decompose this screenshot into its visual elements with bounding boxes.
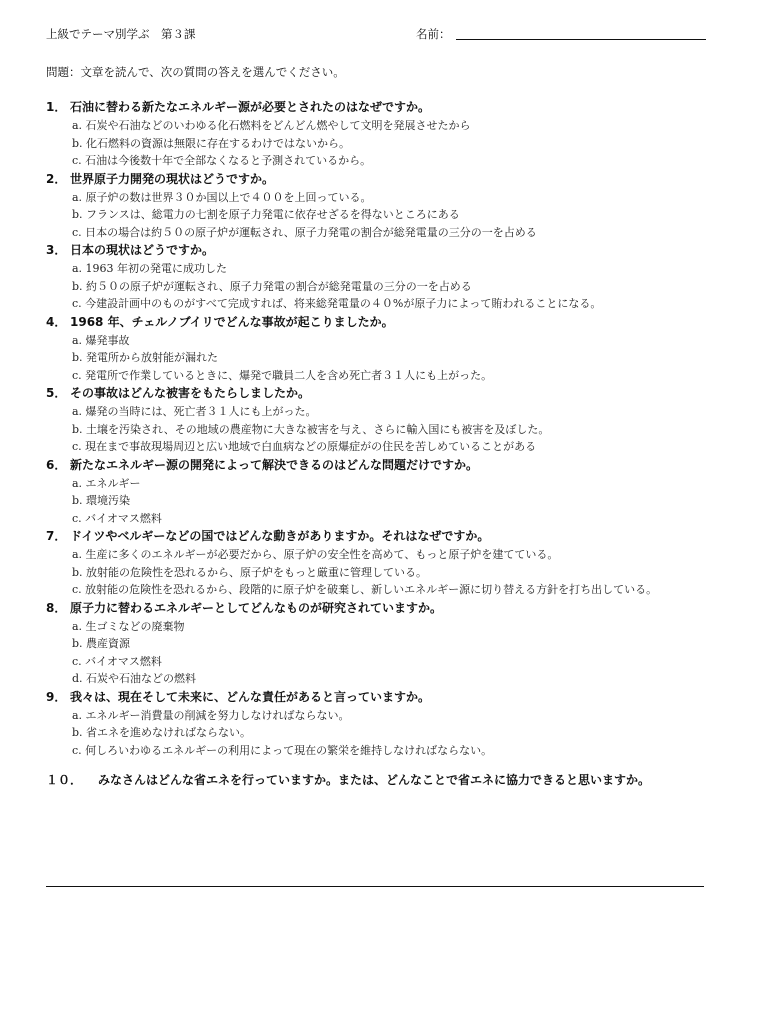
- question-title: [46, 456, 736, 475]
- question-title: [46, 599, 736, 618]
- course-title: 上級でテーマ別学ぶ 第３課: [46, 27, 196, 41]
- name-blank-line[interactable]: [456, 39, 706, 40]
- question-title: [46, 170, 736, 189]
- question-8: [46, 599, 736, 688]
- question-title: [46, 527, 736, 546]
- question-text: 世界原子力開発の現状はどうですか。: [70, 171, 275, 186]
- answer-option[interactable]: a. 生ゴミなどの廃棄物: [72, 619, 185, 633]
- question-number: 3．: [46, 243, 67, 257]
- answer-option[interactable]: a. エネルギー消費量の削減を努力しなければならない。: [72, 708, 350, 722]
- question-6: [46, 456, 736, 528]
- question-text: 1968 年、チェルノブイリでどんな事故が起こりましたか。: [70, 314, 394, 329]
- question-number: 7．: [46, 529, 67, 543]
- answer-option[interactable]: a. 爆発の当時には、死亡者３１人にも上がった。: [72, 405, 317, 418]
- answer-option[interactable]: b. 省エネを進めなければならない。: [72, 726, 252, 739]
- question-text: 日本の現状はどうですか。: [70, 243, 215, 257]
- instruction-text: 問題：文章を読んで、次の質問の答えを選んでください。: [46, 65, 345, 79]
- question-text: 我々は、現在そして未来に、どんな責任があると言っていますか。: [70, 689, 431, 704]
- answer-option[interactable]: b. フランスは、総電力の七割を原子力発電に依存せざるを得ないところにある: [72, 208, 460, 221]
- answer-option[interactable]: b. 環境汚染: [72, 494, 131, 507]
- answer-option[interactable]: b. 発電所から放射能が漏れた: [72, 351, 219, 364]
- question-text: ドイツやベルギーなどの国ではどんな動きがありますか。それはなぜですか。: [70, 529, 490, 543]
- answer-option[interactable]: c. 現在まで事故現場周辺と広い地域で白血病などの原爆症がの住民を苦しめていることがある: [72, 440, 537, 453]
- answer-option[interactable]: c. 放射能の危険性を恐れるから、段階的に原子炉を破棄し、新しいエネルギー源に切り替える方針を打ち出している。: [72, 583, 658, 596]
- answer-option[interactable]: b. 化石燃料の資源は無限に存在するわけではないから。: [72, 136, 351, 150]
- answer-option[interactable]: c. 今建設計画中のものがすべて完成すれば、将来総発電量の４０%が原子力によって賄われることになる。: [72, 297, 602, 310]
- answer-option[interactable]: b. 約５０の原子炉が運転され、原子力発電の割合が総発電量の三分の一を占める: [72, 279, 472, 293]
- question-text: その事故はどんな被害をもたらしましたか。: [70, 386, 311, 400]
- answer-option[interactable]: a. 1963 年初の発電に成功した: [72, 262, 228, 275]
- question-number: 4．: [46, 314, 67, 329]
- answer-option[interactable]: c. 日本の場合は約５０の原子炉が運転され、原子力発電の割合が総発電量の三分の一を占める: [72, 225, 537, 239]
- answer-option[interactable]: c. バイオマス燃料: [72, 511, 162, 525]
- answer-option[interactable]: c. 石油は今後数十年で全部なくなると予測されているから。: [72, 154, 372, 167]
- answer-option[interactable]: a. 石炭や石油などのいわゆる化石燃料をどんどん燃やして文明を発展させたから: [72, 119, 471, 132]
- question-10: [46, 771, 736, 790]
- question-title: [46, 98, 736, 117]
- answer-option[interactable]: c. 発電所で作業しているときに、爆発で職員二人を含め死亡者３１人にも上がった。: [72, 368, 493, 382]
- answer-option[interactable]: b. 放射能の危険性を恐れるから、原子炉をもっと厳重に管理している。: [72, 565, 428, 579]
- name-label: 名前：: [416, 27, 451, 41]
- answer-option[interactable]: b. 農産資源: [72, 637, 131, 650]
- answer-option[interactable]: b. 土壌を汚染され、その地域の農産物に大きな被害を与え、さらに輸入国にも被害を及ぼした。: [72, 422, 550, 436]
- question-text: 新たなエネルギー源の開発によって解決できるのはどんな問題だけですか。: [70, 457, 479, 472]
- question-title: [46, 688, 736, 707]
- question-number: 5．: [46, 386, 67, 400]
- answer-option[interactable]: a. 生産に多くのエネルギーが必要だから、原子炉の安全性を高めて、もっと原子炉を建てている。: [72, 548, 559, 561]
- worksheet-header: [46, 26, 708, 46]
- question-title: [46, 241, 736, 260]
- question-4: [46, 313, 736, 385]
- question-number: １０．: [46, 773, 83, 787]
- answer-option[interactable]: c. バイオマス燃料: [72, 654, 162, 668]
- question-number: 9．: [46, 689, 67, 704]
- answer-option[interactable]: a. 爆発事故: [72, 333, 130, 347]
- question-text: 石油に替わる新たなエネルギー源が必要とされたのはなぜですか。: [70, 100, 431, 114]
- question-2: [46, 170, 736, 242]
- answer-option[interactable]: a. エネルギー: [72, 476, 141, 490]
- question-9: [46, 688, 736, 760]
- question-5: [46, 384, 736, 456]
- question-3: [46, 241, 736, 313]
- question-number: 2．: [46, 171, 67, 186]
- question-list: [46, 98, 736, 790]
- question-number: 6．: [46, 457, 67, 472]
- question-text: みなさんはどんな省エネを行っていますか。または、どんなことで省エネに協力できると思いますか。: [98, 773, 651, 787]
- question-number: 8．: [46, 600, 67, 615]
- question-text: 原子力に替わるエネルギーとしてどんなものが研究されていますか。: [70, 600, 443, 615]
- answer-blank-line[interactable]: [46, 886, 704, 887]
- question-title: [46, 313, 736, 332]
- answer-option[interactable]: a. 原子炉の数は世界３０か国以上で４００を上回っている。: [72, 190, 372, 204]
- question-7: [46, 527, 736, 599]
- question-title: [46, 384, 736, 403]
- question-1: [46, 98, 736, 170]
- answer-option[interactable]: c. 何しろいわゆるエネルギーの利用によって現在の繁栄を維持しなければならない。: [72, 743, 493, 757]
- question-number: 1．: [46, 100, 67, 114]
- answer-option[interactable]: d. 石炭や石油などの燃料: [72, 672, 197, 685]
